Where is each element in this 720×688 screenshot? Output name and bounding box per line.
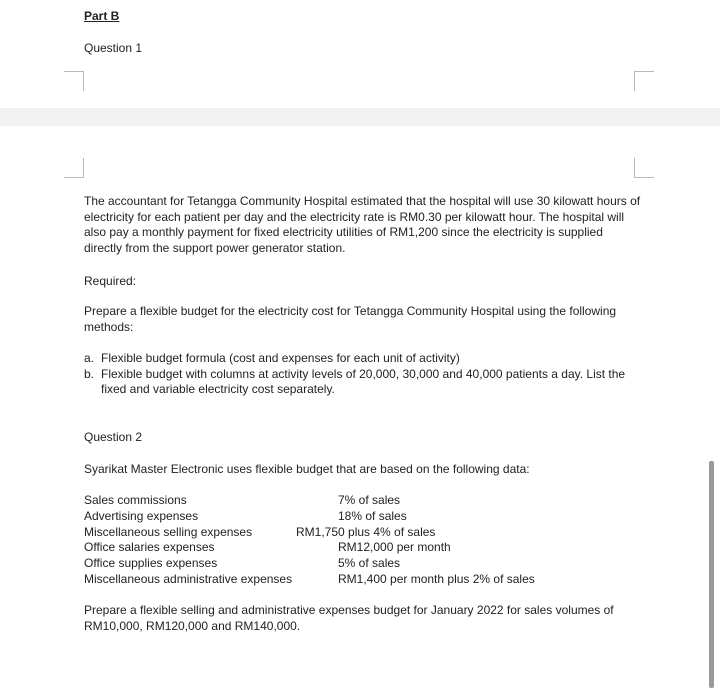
question-2-intro: Syarikat Master Electronic uses flexible budget that are based on the following data: [84,462,530,476]
expense-label: Office supplies expenses [84,556,218,571]
method-text: Flexible budget formula (cost and expenses for each unit of activity) [101,351,460,365]
part-heading: Part B [84,9,120,23]
method-marker: a. [84,351,95,365]
expense-rate: RM12,000 per month [338,540,451,555]
question-2-heading: Question 2 [84,430,143,444]
method-item-b [84,367,644,398]
expense-row [84,556,564,572]
page-corner-mark-top-left [64,71,84,91]
expense-label: Sales commissions [84,493,187,507]
page-corner-mark-bottom-right [634,158,654,178]
expense-rate: 7% of sales [338,493,401,507]
method-text: Flexible budget with columns at activity levels of 20,000, 30,000 and 40,000 patients a day. List the fixed and variable electricity cost separately. [101,366,626,396]
question-2-instruction: Prepare a flexible selling and administrative expenses budget for January 2022 for sales volumes of RM10,000, RM120,000 and RM140,000. [84,603,614,633]
expense-label: Miscellaneous administrative expenses [84,571,293,586]
expense-label: Miscellaneous selling expenses [84,524,253,539]
question-1-paragraph: The accountant for Tetangga Community Hospital estimated that the hospital will use 30 kilowatt hours of electricity for each patient per day and the electricity rate is RM0.30 per kilowatt hour. The hospital will also pay a monthly payment for fixed electricity utilities of RM1,200 since the electricity is supplied directly from the support power generator station. [84,194,641,255]
document-page-top [0,0,720,108]
expense-rate: 18% of sales [338,508,407,523]
expense-row [84,509,564,525]
expense-row [84,540,564,556]
expense-label: Advertising expenses [84,508,199,523]
question-1-method-list [84,351,644,398]
expense-rate: RM1,400 per month plus 2% of sales [338,571,535,586]
method-marker: b. [84,366,95,381]
question-1-instruction: Prepare a flexible budget for the electricity cost for Tetangga Community Hospital using the following methods: [84,304,617,334]
vertical-scrollbar[interactable] [709,461,714,688]
expense-label: Office salaries expenses [84,540,215,555]
expense-row [84,572,564,588]
expense-rate: RM1,750 plus 4% of sales [296,524,436,539]
question-1-heading: Question 1 [84,41,143,55]
expense-data-table [84,493,564,588]
page-corner-mark-bottom-left [64,158,84,178]
expense-row [84,493,564,509]
expense-row [84,525,564,541]
method-item-a [84,351,644,367]
expense-rate: 5% of sales [338,556,401,571]
page-corner-mark-top-right [634,71,654,91]
required-label: Required: [84,274,137,288]
page-break [0,108,720,126]
